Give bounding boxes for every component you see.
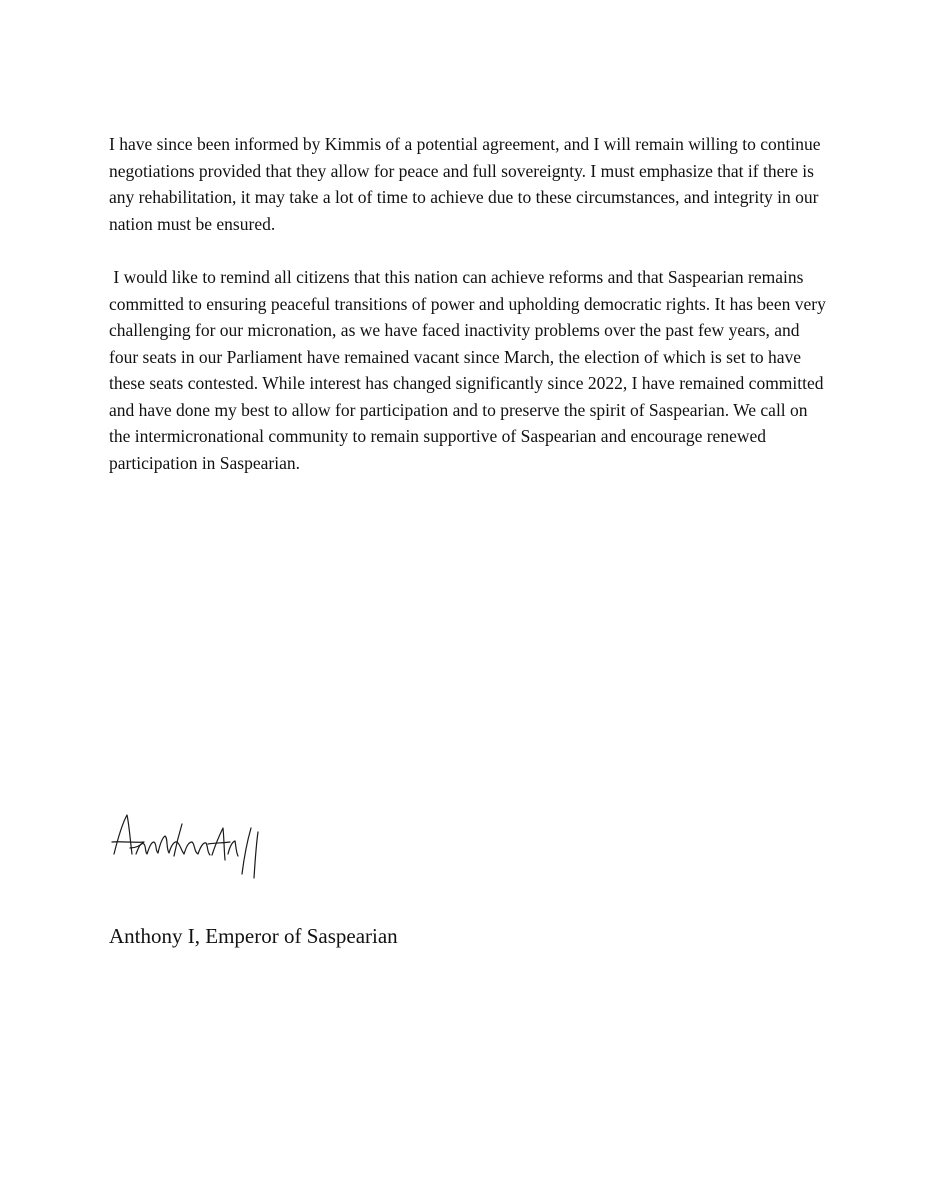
- letter-body: [109, 131, 829, 476]
- signatory-name: Anthony I, Emperor of Saspearian: [109, 924, 398, 948]
- handwritten-signature: [108, 808, 268, 882]
- paragraph-reforms: I would like to remind all citizens that this nation can achieve reforms and that Saspearian remains committed to ensuring peaceful transitions of power and upholding democratic rights. It has been very challenging for our micronation, as we have faced inactivity problems over the past few years, and four seats in our Parliament have remained vacant since March, the election of which is set to have these seats contested. While interest has changed significantly since 2022, I have remained committed and have done my best to allow for participation and to preserve the spirit of Saspearian. We call on the intermicronational community to remain supportive of Saspearian and encourage renewed participation in Saspearian.: [109, 267, 831, 473]
- paragraph-agreement: I have since been informed by Kimmis of a potential agreement, and I will remain willing to continue negotiations provided that they allow for peace and full sovereignty. I must emphasize that if there is any rehabilitation, it may take a lot of time to achieve due to these circumstances, and integrity in our nation must be ensured.: [109, 134, 825, 234]
